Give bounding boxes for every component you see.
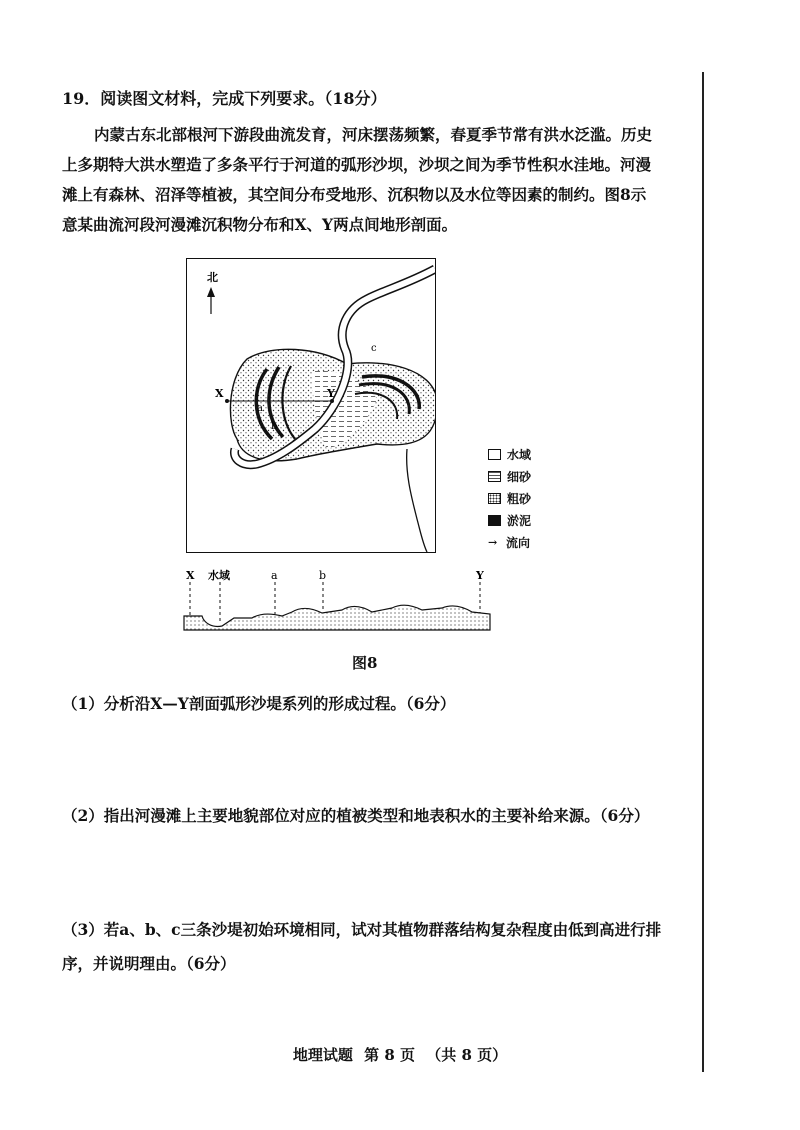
legend-item-water — [488, 443, 531, 465]
fine-sand-swatch — [488, 471, 501, 482]
legend-label: 细砂 — [507, 469, 532, 484]
floodplain-map — [186, 258, 436, 553]
north-label: 北 — [207, 271, 218, 284]
coarse-sand-swatch — [488, 493, 501, 504]
footer-page: 第 8 页 — [364, 1046, 415, 1064]
legend-item-flow — [488, 531, 531, 553]
sub-question-3: （3）若a、b、c三条沙堤初始环境相同，试对其植物群落结构复杂程度由低到高进行排序，并说明理由。（6分） — [62, 920, 662, 973]
footer-subject: 地理试题 — [292, 1046, 353, 1064]
map-label-c: c — [371, 343, 377, 354]
profile-b-label: b — [319, 569, 327, 582]
map-label-a: a — [257, 403, 263, 414]
material-paragraph — [62, 120, 680, 240]
sub-question-1: （1）分析沿X—Y剖面弧形沙堤系列的形成过程。（6分） — [62, 694, 456, 713]
point-y-label: Y — [327, 387, 335, 400]
paragraph-line: 意某曲流河段河漫滩沉积物分布和X、Y两点间地形剖面。 — [62, 215, 458, 234]
north-arrow-head — [207, 287, 215, 297]
river-downstream — [407, 449, 427, 552]
paragraph-line: 上多期特大洪水塑造了多条平行于河道的弧形沙坝，沙坝之间为季节性积水洼地。河漫 — [62, 155, 652, 174]
map-drawing — [187, 259, 435, 552]
silt-swatch — [488, 515, 501, 526]
paragraph-line: 内蒙古东北部根河下游段曲流发育，河床摆荡频繁，春夏季节常有洪水泛滥。历史 — [94, 125, 653, 144]
map-legend — [488, 443, 531, 553]
legend-label: 粗砂 — [507, 491, 532, 506]
page-footer — [0, 1044, 800, 1065]
sub-question-2: （2）指出河漫滩上主要地貌部位对应的植被类型和地表积水的主要补给来源。（6分） — [62, 806, 650, 825]
footer-total: （共 8 页） — [426, 1046, 508, 1064]
question-title: 19．阅读图文材料，完成下列要求。（18分） — [62, 89, 387, 108]
profile-x-label: X — [186, 569, 195, 582]
map-label-b: b — [271, 421, 278, 432]
profile-drawing — [182, 568, 492, 638]
flow-arrow-icon: → — [488, 535, 498, 549]
paragraph-line: 滩上有森林、沼泽等植被，其空间分布受地形、沉积物以及水位等因素的制约。图8示 — [62, 185, 647, 204]
point-x-dot — [225, 399, 229, 403]
point-x-label: X — [215, 387, 224, 400]
legend-item-silt — [488, 509, 531, 531]
profile-a-label: a — [271, 569, 278, 582]
terrain-profile — [182, 568, 492, 638]
profile-surface — [184, 605, 490, 630]
water-swatch — [488, 449, 501, 460]
margin-line — [702, 72, 704, 1072]
legend-item-fine-sand — [488, 465, 531, 487]
legend-label: 淤泥 — [507, 513, 532, 528]
profile-water-label: 水域 — [208, 569, 230, 582]
legend-label: 流向 — [506, 535, 531, 550]
legend-item-coarse-sand — [488, 487, 531, 509]
profile-y-label: Y — [476, 569, 484, 582]
figure-caption: 图8 — [352, 654, 378, 672]
legend-label: 水域 — [507, 447, 532, 462]
